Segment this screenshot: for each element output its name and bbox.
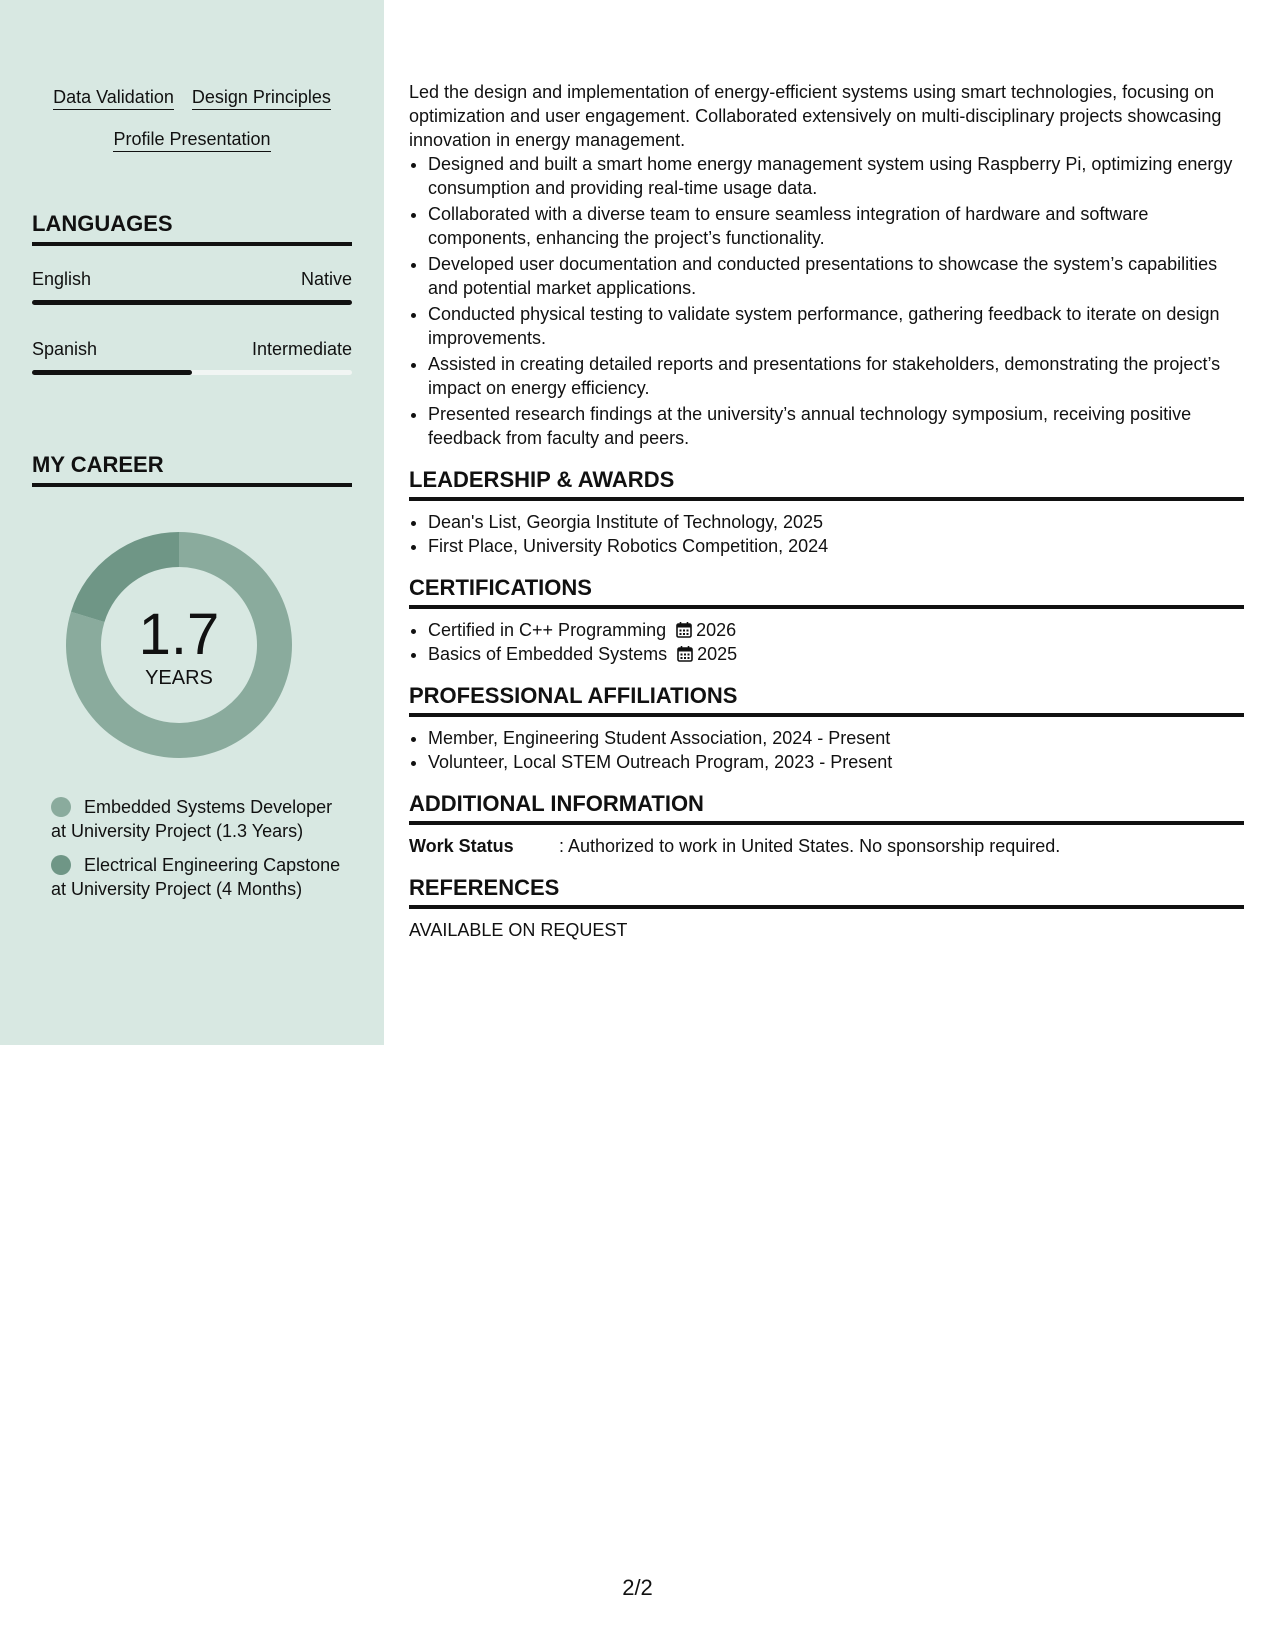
career-legend-item bbox=[51, 853, 341, 901]
list-item: • Presented research findings at the university’s annual technology symposium, receiving positive feedback from faculty and peers. bbox=[428, 402, 1244, 450]
language-name: English bbox=[32, 269, 92, 289]
career-heading: MY CAREER bbox=[32, 451, 352, 487]
certification-name: Certified in C++ Programming bbox=[428, 620, 667, 640]
language-english bbox=[32, 268, 352, 305]
languages-heading: LANGUAGES bbox=[32, 210, 352, 246]
list-item: • Volunteer, Local STEM Outreach Program, 2023 - Present bbox=[428, 750, 1244, 774]
certification-name: Basics of Embedded Systems bbox=[428, 644, 668, 664]
leadership-list bbox=[409, 510, 1244, 558]
skill-tag: Data Validation bbox=[53, 86, 174, 110]
skills-list bbox=[32, 86, 352, 152]
list-item: • Assisted in creating detailed reports and presentations for stakeholders, demonstrating the project’s impact on energy efficiency. bbox=[428, 352, 1244, 400]
list-item: • Member, Engineering Student Association, 2024 - Present bbox=[428, 726, 1244, 750]
page-number: 2/2 bbox=[622, 1575, 653, 1600]
skill-tag: Design Principles bbox=[192, 86, 331, 110]
legend-dot-icon bbox=[51, 855, 71, 875]
list-item: • Developed user documentation and conducted presentations to showcase the system’s capabilities and potential market applications. bbox=[428, 252, 1244, 300]
list-item: • Collaborated with a diverse team to ensure seamless integration of hardware and software components, enhancing the project’s functionality. bbox=[428, 202, 1244, 250]
language-bar-fill bbox=[32, 370, 192, 375]
references-heading: REFERENCES bbox=[409, 874, 1244, 909]
certification-year: 2025 bbox=[697, 644, 738, 664]
language-level: Native bbox=[300, 269, 352, 289]
language-bar bbox=[32, 300, 352, 305]
calendar-icon bbox=[676, 621, 692, 638]
certifications-heading: CERTIFICATIONS bbox=[409, 574, 1244, 609]
affiliations-heading: PROFESSIONAL AFFILIATIONS bbox=[409, 682, 1244, 717]
main-content bbox=[409, 80, 1244, 942]
career-legend bbox=[51, 795, 341, 911]
work-status-label: Work Status bbox=[409, 836, 514, 856]
affiliations-list bbox=[409, 726, 1244, 774]
references-text: AVAILABLE ON REQUEST bbox=[409, 920, 628, 940]
legend-dot-icon bbox=[51, 797, 71, 817]
list-item bbox=[428, 642, 1244, 666]
certifications-list bbox=[409, 618, 1244, 666]
additional-info-heading: ADDITIONAL INFORMATION bbox=[409, 790, 1244, 825]
list-item bbox=[428, 618, 1244, 642]
experience-bullets bbox=[409, 152, 1244, 450]
work-status-row bbox=[409, 834, 1244, 858]
language-bar bbox=[32, 370, 352, 375]
language-bar-fill bbox=[32, 300, 352, 305]
skill-tag: Profile Presentation bbox=[113, 128, 270, 152]
list-item: • First Place, University Robotics Competition, 2024 bbox=[428, 534, 1244, 558]
language-level: Intermediate bbox=[251, 339, 352, 359]
career-total-value: 1.7 bbox=[138, 602, 220, 667]
leadership-heading: LEADERSHIP & AWARDS bbox=[409, 466, 1244, 501]
career-donut-chart bbox=[66, 532, 292, 758]
career-total-unit: YEARS bbox=[145, 667, 213, 689]
list-item: • Conducted physical testing to validate system performance, gathering feedback to iterate on design improvements. bbox=[428, 302, 1244, 350]
calendar-icon bbox=[677, 645, 693, 662]
career-legend-label: Electrical Engineering Capstone at University Project (4 Months) bbox=[51, 855, 341, 899]
experience-summary: Led the design and implementation of energy-efficient systems using smart technologies, focusing on optimization and user engagement. Collaborated extensively on multi-disciplinary projects showcasing innovation in energy management. bbox=[409, 82, 1222, 150]
certification-year: 2026 bbox=[696, 620, 737, 640]
career-legend-label: Embedded Systems Developer at University Project (1.3 Years) bbox=[51, 797, 333, 841]
language-name: Spanish bbox=[32, 339, 98, 359]
language-spanish bbox=[32, 338, 352, 375]
sidebar bbox=[0, 0, 384, 1045]
list-item: • Dean's List, Georgia Institute of Technology, 2025 bbox=[428, 510, 1244, 534]
work-status-value: : Authorized to work in United States. No sponsorship required. bbox=[559, 836, 1061, 856]
career-legend-item bbox=[51, 795, 341, 843]
list-item: • Designed and built a smart home energy management system using Raspberry Pi, optimizing energy consumption and providing real-time usage data. bbox=[428, 152, 1244, 200]
